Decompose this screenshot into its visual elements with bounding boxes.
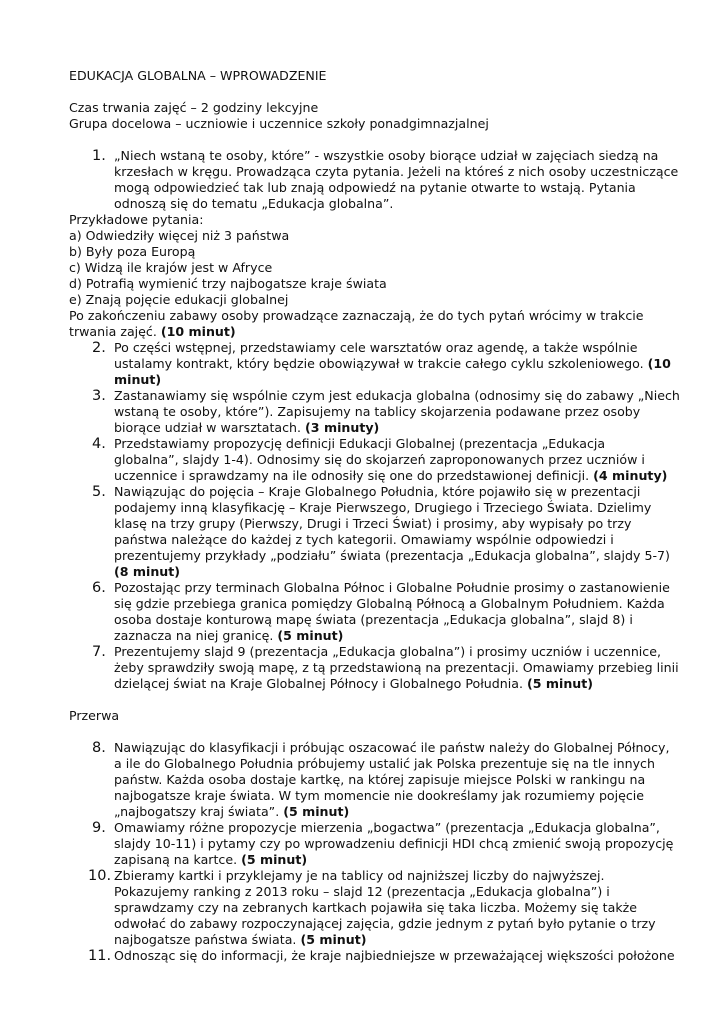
item-1-line: odnoszą się do tematu „Edukacja globalna”. [114,196,394,211]
time-label: minut) [114,372,162,387]
item-8-line: państw. Każda osoba dostaje kartkę, na której zapisuje miejsce Polski w rankingu na [114,772,646,787]
item-2-line: Po części wstępnej, przedstawiamy cele warsztatów oraz agendę, a także wspólnie [114,340,638,355]
document-title: EDUKACJA GLOBALNA – WPROWADZENIE [69,68,327,83]
time-label: (5 minut) [300,932,367,947]
item-8-line: Nawiązując do klasyfikacji i próbując oszacować ile państw należy do Globalnej Północy, [114,740,670,755]
item-number: 4. [92,436,106,452]
item-5-line: prezentujemy przykłady „podziału” świata (prezentacja „Edukacja globalna”, slajdy 5-7) [114,548,670,563]
item-3-line: Zastanawiamy się wspólnie czym jest edukacja globalna (odnosimy się do zabawy „Niech [114,388,680,403]
time-label: (5 minut) [527,676,594,691]
item-number: 8. [92,740,106,756]
item-1-line: krzesłach w kręgu. Prowadząca czyta pytania. Jeżeli na któreś z nich osoby uczestniczące [114,164,679,179]
item-number: 6. [92,580,106,596]
item-5-line [114,564,180,580]
item-10-line: najbogatsze państwa świata. (5 minut) [114,932,367,947]
time-label: (10 minut) [160,324,236,339]
item-6-line: się gdzie przebiega granica pomiędzy Globalną Północą a Globalnym Południem. Każda [114,596,665,611]
item-8-line: a ile do Globalnego Południa próbujemy ustalić jak Polska prezentuje się na tle innych [114,756,655,771]
item-1-line: „Niech wstaną te osoby, które” - wszystkie osoby biorące udział w zajęciach siedzą na [114,148,659,163]
item-8-line: „najbogatszy kraj świata”. (5 minut) [114,804,350,819]
examples-closing: trwania zajęć. (10 minut) [69,324,236,339]
time-label: (3 minuty) [305,420,380,435]
item-10-line: sprawdzamy czy na zebranych kartkach pojawiła się taka liczba. Możemy się także [114,900,637,915]
item-2-line [114,372,161,388]
item-number: 2. [92,340,106,356]
item-10-line: odwołać do zabawy rozpoczynającej zajęcia, gdzie jednym z pytań było pytanie o trzy [114,916,656,931]
item-11-line: Odnosząc się do informacji, że kraje najbiedniejsze w przeważającej większości położone [114,948,675,963]
time-label: (8 minut) [114,564,181,579]
example-question: c) Widzą ile krajów jest w Afryce [69,260,273,275]
time-label: (10 [647,356,671,371]
item-3-line: wstaną te osoby, które”). Zapisujemy na tablicy skojarzenia podawane przez osoby [114,404,641,419]
break-label: Przerwa [69,708,120,723]
item-7-line: żeby sprawdziły swoją mapę, z tą przedstawioną na prezentacji. Omawiamy przebieg linii [114,660,679,675]
item-10-line: Zbieramy kartki i przyklejamy je na tablicy od najniższej liczby do najwyższej. [114,868,605,883]
item-6-line: osoba dostaje konturową mapę świata (prezentacja „Edukacja globalna”, slajd 8) i [114,612,633,627]
item-4-line: uczennice i sprawdzamy na ile odnosiły się one do przedstawionej definicji. (4 minuty) [114,468,668,483]
duration-line: Czas trwania zajęć – 2 godziny lekcyjne [69,100,319,115]
item-number: 9. [92,820,106,836]
item-10-line: Pokazujemy ranking z 2013 roku – slajd 12 (prezentacja „Edukacja globalna”) i [114,884,610,899]
item-number: 11. [88,948,112,964]
time-label: (5 minut) [241,852,308,867]
item-number: 3. [92,388,106,404]
audience-line: Grupa docelowa – uczniowie i uczennice szkoły ponadgimnazjalnej [69,116,489,131]
item-3-line: biorące udział w warsztatach. (3 minuty) [114,420,380,435]
item-8-line: najbogatsze kraje świata. W tym momencie nie dookreślamy jak rozumiemy pojęcie [114,788,645,803]
item-7-line: dzielącej świat na Kraje Globalnej Północy i Globalnego Południa. (5 minut) [114,676,594,691]
item-4-line: Przedstawiamy propozycję definicji Edukacji Globalnej (prezentacja „Edukacja [114,436,606,451]
item-4-line: globalna”, slajdy 1-4). Odnosimy się do skojarzeń zaproponowanych przez uczniów i [114,452,645,467]
example-question: d) Potrafią wymienić trzy najbogatsze kraje świata [69,276,387,291]
time-label: (5 minut) [277,628,344,643]
item-5-line: Nawiązując do pojęcia – Kraje Globalnego Południa, które pojawiło się w prezentacji [114,484,641,499]
time-label: (5 minut) [283,804,350,819]
example-question: a) Odwiedziły więcej niż 3 państwa [69,228,290,243]
example-question: e) Znają pojęcie edukacji globalnej [69,292,289,307]
item-6-line: Pozostając przy terminach Globalna Północ i Globalne Południe prosimy o zastanowienie [114,580,670,595]
example-question: b) Były poza Europą [69,244,196,259]
item-number: 10. [88,868,112,884]
item-number: 5. [92,484,106,500]
item-6-line: zaznacza na niej granicę. (5 minut) [114,628,344,643]
item-9-line: zapisaną na kartce. (5 minut) [114,852,308,867]
item-5-line: państwa należące do każdej z tych kategorii. Omawiamy wspólnie odpowiedzi i [114,532,614,547]
time-label: (4 minuty) [593,468,668,483]
item-number: 7. [92,644,106,660]
examples-closing: Po zakończeniu zabawy osoby prowadzące zaznaczają, że do tych pytań wrócimy w trakcie [69,308,644,323]
item-5-line: klasę na trzy grupy (Pierwszy, Drugi i Trzeci Świat) i prosimy, aby wypisały po trzy [114,516,632,531]
examples-heading: Przykładowe pytania: [69,212,204,227]
item-2-line: ustalamy kontrakt, który będzie obowiązywał w trakcie całego cyklu szkoleniowego. (10 [114,356,671,371]
item-9-line: Omawiamy różne propozycje mierzenia „bogactwa” (prezentacja „Edukacja globalna”, [114,820,660,835]
item-5-line: podajemy inną klasyfikację – Kraje Pierwszego, Drugiego i Trzeciego Świata. Dzielimy [114,500,652,515]
item-1-line: mogą odpowiedzieć tak lub znają odpowiedź na pytanie otwarte to wstają. Pytania [114,180,636,195]
item-number: 1. [92,148,106,164]
item-9-line: slajdy 10-11) i pytamy czy po wprowadzeniu definicji HDI chcą zmienić swoją propozycję [114,836,674,851]
item-7-line: Prezentujemy slajd 9 (prezentacja „Edukacja globalna”) i prosimy uczniów i uczennice, [114,644,661,659]
